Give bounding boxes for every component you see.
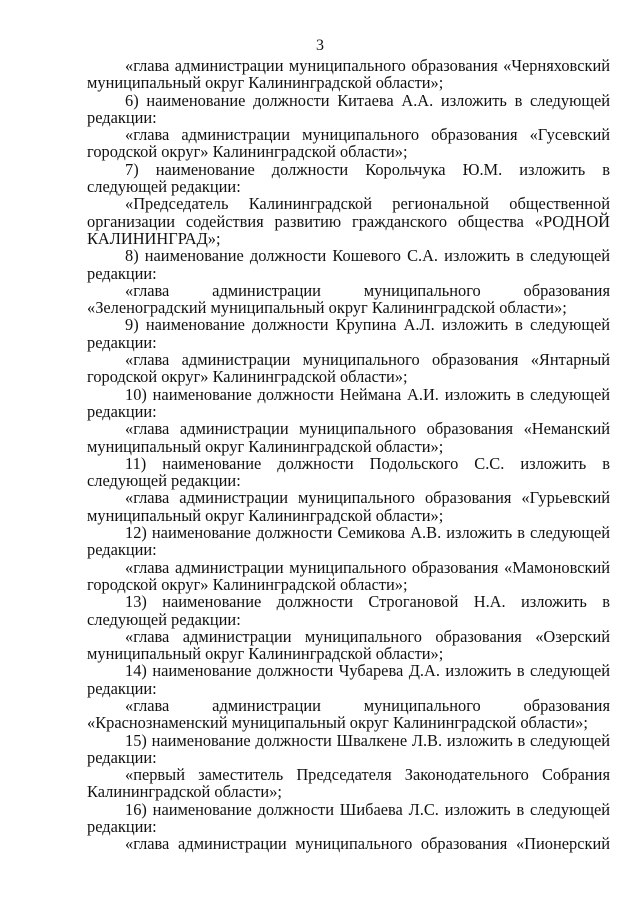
paragraph: «первый заместитель Председателя Законодательного Собрания Калининградской области»; (87, 765, 610, 802)
paragraph: «глава администрации муниципального образования «Зеленоградский муниципальный округ Калининградской области»; (87, 280, 610, 318)
paragraph: «глава администрации муниципального образования «Пионерский (125, 834, 610, 854)
paragraph: «Председатель Калининградской региональной общественной организации содействия развитию гражданского общества «РОДНОЙ КАЛИНИНГРАД»; (87, 194, 610, 248)
document-body (87, 57, 610, 853)
paragraph: 14) наименование должности Чубарева Д.А. изложить в следующей редакции: (87, 661, 610, 698)
paragraph: 15) наименование должности Швалкене Л.В. изложить в следующей редакции: (87, 730, 610, 767)
paragraph: «глава администрации муниципального образования «Черняховский муниципальный округ Калининградской области»; (87, 56, 610, 93)
paragraph: 13) наименование должности Строгановой Н.А. изложить в следующей редакции: (87, 592, 610, 629)
page-number: 3 (316, 37, 324, 54)
paragraph: 10) наименование должности Неймана А.И. изложить в следующей редакции: (87, 384, 610, 421)
paragraph: «глава администрации муниципального образования «Гурьевский муниципальный округ Калининградской области»; (87, 488, 610, 525)
paragraph: 7) наименование должности Корольчука Ю.М. изложить в следующей редакции: (87, 159, 610, 197)
paragraph: 9) наименование должности Крупина А.Л. изложить в следующей редакции: (87, 315, 610, 352)
paragraph: 8) наименование должности Кошевого С.А. изложить в следующей редакции: (87, 246, 610, 283)
paragraph: «глава администрации муниципального образования «Гусевский городской округ» Калининградской области»; (87, 125, 610, 162)
paragraph: 11) наименование должности Подольского С.С. изложить в следующей редакции: (87, 453, 610, 491)
paragraph: «глава администрации муниципального образования «Мамоновский городской округ» Калининградской области»; (87, 557, 610, 594)
paragraph: 16) наименование должности Шибаева Л.С. изложить в следующей редакции: (87, 799, 610, 837)
paragraph: «глава администрации муниципального образования «Озерский муниципальный округ Калининградской области»; (87, 626, 610, 664)
paragraph: «глава администрации муниципального образования «Неманский муниципальный округ Калининградской области»; (87, 419, 610, 456)
paragraph: 12) наименование должности Семикова А.В. изложить в следующей редакции: (87, 523, 610, 560)
paragraph: «глава администрации муниципального образования «Краснознаменский муниципальный округ Калининградской области»; (87, 695, 610, 733)
paragraph: 6) наименование должности Китаева А.А. изложить в следующей редакции: (87, 90, 610, 127)
paragraph: «глава администрации муниципального образования «Янтарный городской округ» Калининградской области»; (87, 350, 610, 387)
